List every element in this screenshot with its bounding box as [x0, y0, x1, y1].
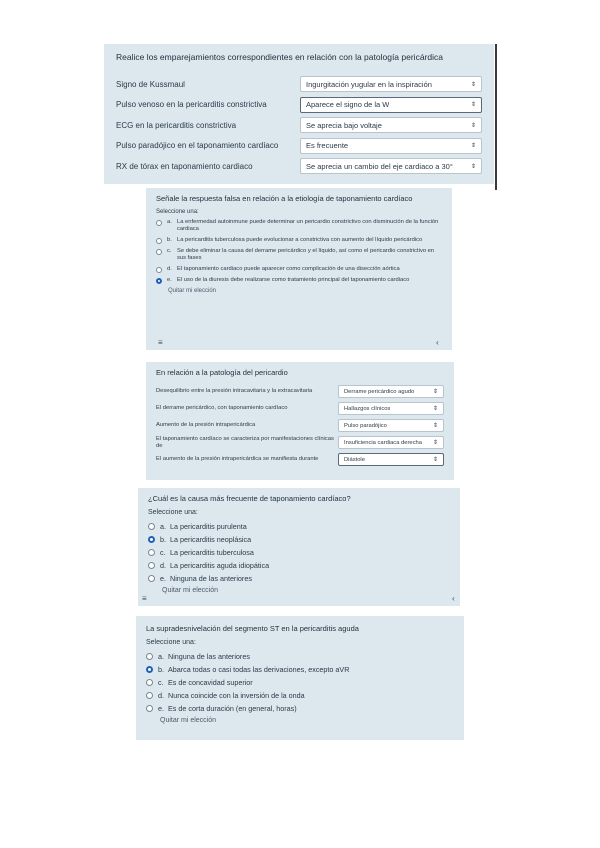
match-select[interactable] — [338, 385, 444, 398]
question-title: ¿Cuál es la causa más frecuente de taponamiento cardíaco? — [148, 494, 351, 503]
option-letter: d. — [167, 266, 172, 272]
radio-button[interactable] — [148, 523, 155, 530]
option-letter: c. — [167, 248, 172, 254]
match-select[interactable] — [338, 436, 444, 449]
select-caret-icon: ⇕ — [470, 163, 476, 170]
radio-button[interactable] — [146, 705, 153, 712]
option-text: La pericarditis purulenta — [170, 522, 247, 531]
match-select[interactable] — [300, 97, 482, 113]
match-row — [116, 156, 482, 177]
match-select[interactable] — [338, 419, 444, 432]
option-text: Ninguna de las anteriores — [170, 574, 252, 583]
match-row — [156, 434, 444, 451]
question-st-elevation — [136, 616, 464, 740]
match-row — [156, 383, 444, 400]
match-select[interactable] — [300, 117, 482, 133]
clear-choice-link[interactable]: Quitar mi elección — [160, 717, 217, 724]
match-select[interactable] — [300, 138, 482, 154]
question-title: Realice los emparejamientos correspondientes en relación con la patología pericárdica — [116, 52, 443, 62]
option-letter: c. — [158, 678, 164, 687]
answer-option[interactable] — [156, 266, 442, 273]
radio-button[interactable] — [156, 238, 162, 244]
question-matching-pericardium — [146, 362, 454, 480]
option-text: La enfermedad autoinmune puede determinar un pericardio constrictivo con disminución de la función cardiaca — [177, 219, 439, 232]
answer-option[interactable] — [146, 678, 454, 687]
match-label: Pulso paradójico en el taponamiento cardíaco — [116, 141, 279, 151]
answer-option[interactable] — [156, 219, 442, 233]
select-caret-icon: ⇕ — [470, 122, 476, 129]
question-title: Señale la respuesta falsa en relación a la etiología de taponamiento cardíaco — [156, 194, 413, 203]
select-caret-icon: ⇕ — [432, 406, 438, 412]
select-caret-icon: ⇕ — [432, 389, 438, 395]
page-edge-line — [495, 44, 497, 190]
option-text: Es de concavidad superior — [168, 678, 253, 687]
clear-choice-link[interactable]: Quitar mi elección — [168, 288, 217, 294]
answer-option[interactable] — [148, 574, 450, 583]
option-text: El taponamiento cardiaco puede aparecer como complicación de una disección aórtica — [177, 266, 400, 272]
match-select-value: Ingurgitación yugular en la inspiración — [306, 79, 432, 89]
match-select-value: Derrame pericárdico agudo — [344, 388, 415, 395]
match-row — [116, 95, 482, 116]
match-label: Pulso venoso en la pericarditis constrictiva — [116, 100, 267, 110]
match-select-value: Pulso paradójico — [344, 422, 387, 429]
answer-option[interactable] — [156, 277, 442, 284]
option-letter: d. — [160, 561, 166, 570]
select-caret-icon: ⇕ — [432, 457, 438, 463]
radio-button[interactable] — [146, 679, 153, 686]
question-title: En relación a la patología del pericardio — [156, 368, 288, 377]
match-label: El aumento de la presión intrapericárdica se manifiesta durante — [156, 456, 319, 462]
option-letter: e. — [167, 277, 172, 283]
option-text: La pericarditis aguda idiopática — [170, 561, 270, 570]
option-letter: e. — [160, 574, 166, 583]
answer-option[interactable] — [148, 535, 450, 544]
select-one-label: Seleccione una: — [148, 509, 198, 516]
select-caret-icon: ⇕ — [432, 423, 438, 429]
question-matching-pericardial — [104, 44, 494, 184]
option-letter: a. — [160, 522, 166, 531]
match-row — [116, 136, 482, 157]
option-letter: e. — [158, 704, 164, 713]
match-label: ECG en la pericarditis constrictiva — [116, 120, 237, 130]
match-select-value: Aparece el signo de la W — [306, 100, 390, 110]
select-caret-icon: ⇕ — [432, 440, 438, 446]
match-label: Aumento de la presión intrapericárdica — [156, 422, 256, 428]
match-select-value: Diástole — [344, 456, 365, 463]
match-select[interactable] — [300, 76, 482, 92]
match-row — [116, 115, 482, 136]
match-row — [156, 451, 444, 468]
option-text: Ninguna de las anteriores — [168, 652, 250, 661]
match-select-value: Hallazgos clínicos — [344, 405, 391, 412]
answer-option[interactable] — [156, 248, 442, 262]
radio-button[interactable] — [156, 267, 162, 273]
answer-option[interactable] — [146, 704, 454, 713]
answer-option[interactable] — [148, 522, 450, 531]
option-text: Nunca coincide con la inversión de la onda — [168, 691, 305, 700]
radio-button[interactable] — [146, 692, 153, 699]
match-select[interactable] — [338, 402, 444, 415]
match-select-value: Es frecuente — [306, 141, 349, 151]
select-caret-icon: ⇕ — [470, 143, 476, 150]
option-letter: d. — [158, 691, 164, 700]
match-select[interactable] — [338, 453, 444, 466]
option-letter: a. — [158, 652, 164, 661]
match-row — [156, 417, 444, 434]
match-label: El derrame pericárdico, con taponamiento cardíaco — [156, 405, 288, 411]
option-text: El uso de la diuresis debe realizarse como tratamiento principal del taponamiento cardiaco — [177, 277, 410, 283]
answer-option[interactable] — [148, 548, 450, 557]
answer-option[interactable] — [146, 652, 454, 661]
select-one-label: Seleccione una: — [146, 639, 196, 646]
chevron-left-icon[interactable]: ‹ — [452, 594, 455, 603]
match-select-value: Se aprecia un cambio del eje cardiaco a 30° — [306, 161, 453, 171]
option-text: La pericarditis tuberculosa — [170, 548, 254, 557]
option-letter: c. — [160, 548, 166, 557]
menu-icon[interactable]: ≡ — [158, 338, 163, 347]
radio-button[interactable] — [148, 536, 155, 543]
option-text: Se debe eliminar la causa del derrame pericárdico y el líquido, así como el pericardio constrictivo en sus fases — [177, 248, 435, 261]
option-letter: a. — [167, 219, 172, 225]
radio-button[interactable] — [146, 653, 153, 660]
match-select-value: Se aprecia bajo voltaje — [306, 120, 382, 130]
menu-icon[interactable]: ≡ — [142, 594, 147, 603]
option-letter: b. — [167, 237, 172, 243]
chevron-left-icon[interactable]: ‹ — [436, 338, 439, 347]
question-title: La supradesnivelación del segmento ST en la pericarditis aguda — [146, 624, 359, 633]
match-row — [116, 74, 482, 95]
match-label: El taponamiento cardíaco se caracteriza por manifestaciones clínicas de — [156, 435, 334, 449]
select-caret-icon: ⇕ — [470, 81, 476, 88]
option-text: Es de corta duración (en general, horas) — [168, 704, 297, 713]
radio-button[interactable] — [156, 278, 162, 284]
question-false-answer-tamponade — [146, 188, 452, 350]
select-caret-icon: ⇕ — [470, 102, 476, 109]
radio-button[interactable] — [156, 220, 162, 226]
answer-option[interactable] — [156, 237, 442, 244]
answer-option[interactable] — [148, 561, 450, 570]
match-select[interactable] — [300, 158, 482, 174]
option-text: La pericarditis tuberculosa puede evolucionar a constrictiva con aumento del líquido pericárdico — [177, 237, 423, 243]
answer-option[interactable] — [146, 691, 454, 700]
option-text: Abarca todas o casi todas las derivaciones, excepto aVR — [168, 665, 350, 674]
question-cause-tamponade — [138, 488, 460, 606]
answer-option[interactable] — [146, 665, 454, 674]
option-text: La pericarditis neoplásica — [170, 535, 252, 544]
match-label: RX de tórax en taponamiento cardiaco — [116, 161, 253, 171]
radio-button[interactable] — [146, 666, 153, 673]
match-row — [156, 400, 444, 417]
radio-button[interactable] — [148, 549, 155, 556]
match-select-value: Insuficiencia cardiaca derecha — [344, 439, 422, 446]
match-label: Signo de Kussmaul — [116, 79, 185, 89]
match-label: Desequilibrio entre la presión intracavitaria y la extracavitaria — [156, 388, 313, 394]
option-letter: b. — [158, 665, 164, 674]
radio-button[interactable] — [156, 249, 162, 255]
option-letter: b. — [160, 535, 166, 544]
select-one-label: Seleccione una: — [156, 209, 199, 215]
clear-choice-link[interactable]: Quitar mi elección — [162, 587, 219, 594]
radio-button[interactable] — [148, 562, 155, 569]
radio-button[interactable] — [148, 575, 155, 582]
